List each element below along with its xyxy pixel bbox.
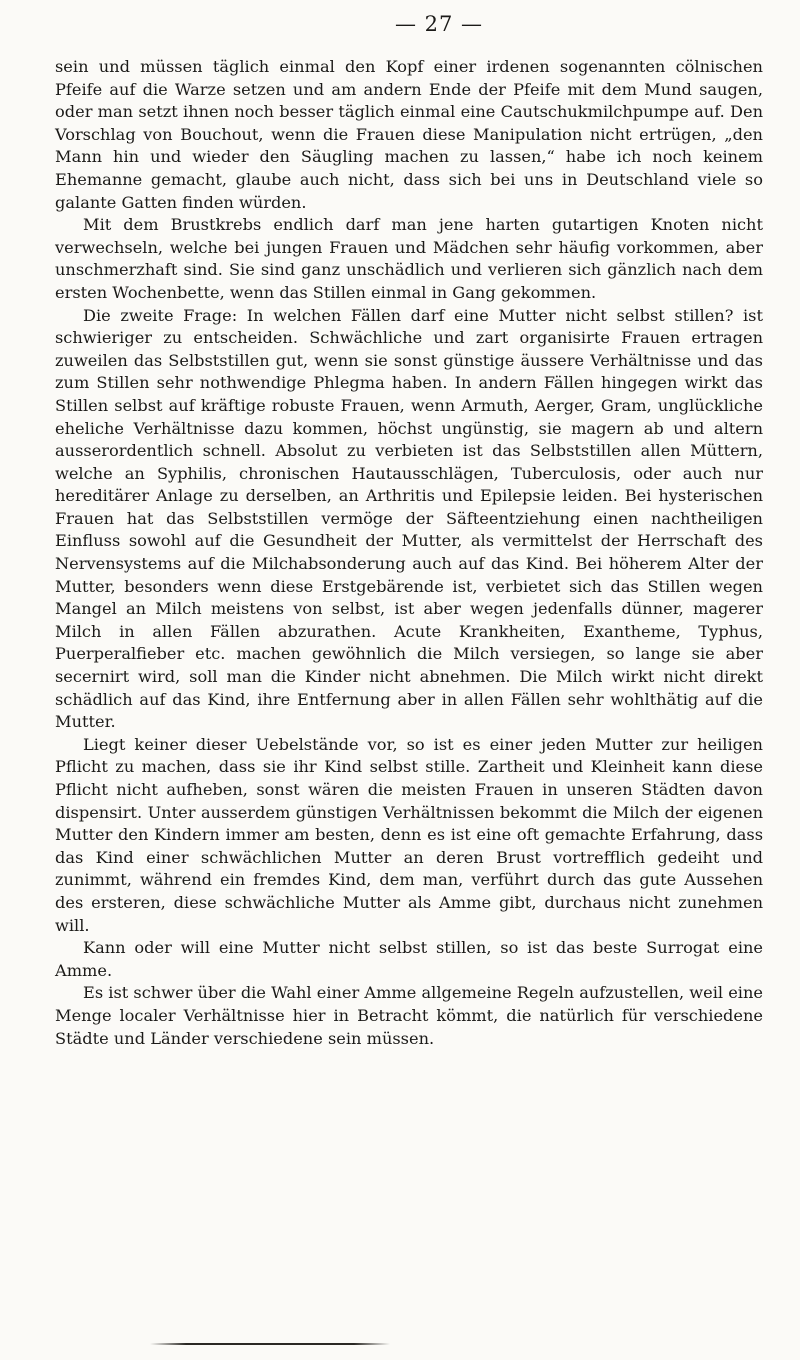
paragraph-4: Liegt keiner dieser Uebelstände vor, so ist es einer jeden Mutter zur heiligen Pflicht zu machen, dass sie ihr Kind selbst stille. Zartheit und Kleinheit kann diese Pflicht nicht aufheben, sonst wären die meisten Frauen in unseren Städten davon dispensirt. Unter ausserdem günstigen Verhältnissen bekommt die Milch der eigenen Mutter den Kindern immer am besten, denn es ist eine oft gemachte Erfahrung, dass das Kind einer schwächlichen Mutter an deren Brust vortrefflich gedeiht und zunimmt, während ein fremdes Kind, dem man, verführt durch das gute Aussehen des ersteren, diese schwächliche Mutter als Amme gibt, durchaus nicht zunehmen will. (55, 734, 763, 935)
paragraph-6: Es ist schwer über die Wahl einer Amme allgemeine Regeln aufzustellen, weil eine Menge localer Verhältnisse hier in Betracht kömmt, die natürlich für verschiedene Städte und Länder verschiedene sein müssen. (55, 983, 763, 1048)
paragraph-3: Die zweite Frage: In welchen Fällen darf eine Mutter nicht selbst stillen? ist schwieriger zu entscheiden. Schwächliche und zart organisirte Frauen ertragen zuweilen das Selbststillen gut, wenn sie sonst günstige äussere Verhältnisse und das zum Stillen sehr nothwendige Phlegma haben. In andern Fällen hingegen wirkt das Stillen selbst auf kräftige robuste Frauen, wenn Armuth, Aerger, Gram, unglückliche eheliche Verhältnisse dazu kommen, höchst ungünstig, sie magern ab und altern ausserordentlich schnell. Absolut zu verbieten ist das Selbststillen allen Müttern, welche an Syphilis, chronischen Hautausschlägen, Tuberculosis, oder auch nur hereditärer Anlage zu derselben, an Arthritis und Epilepsie leiden. Bei hysterischen Frauen hat das Selbststillen vermöge der Säfteentziehung einen nachtheiligen Einfluss sowohl auf die Gesundheit der Mutter, als vermittelst der Herrschaft des Nervensystems auf die Milchabsonderung auch auf das Kind. Bei höherem Alter der Mutter, besonders wenn diese Erstgebärende ist, verbietet sich das Stillen wegen Mangel an Milch meistens von selbst, ist aber wegen jedenfalls dünner, magerer Milch in allen Fällen abzurathen. Acute Krankheiten, Exantheme, Typhus, Puerperalfieber etc. machen gewöhnlich die Milch versiegen, so lange sie aber secernirt wird, soll man die Kinder nicht abnehmen. Die Milch wirkt nicht direkt schädlich auf das Kind, ihre Entfernung aber in allen Fällen sehr wohlthätig auf die Mutter. (55, 305, 763, 732)
paragraph-1: sein und müssen täglich einmal den Kopf einer irdenen sogenannten cölnischen Pfeife auf die Warze setzen und am andern Ende der Pfeife mit dem Mund saugen, oder man setzt ihnen noch besser täglich einmal eine Cautschukmilchpumpe auf. Den Vorschlag von Bouchout, wenn die Frauen diese Manipulation nicht ertrügen, „den Mann hin und wieder den Säugling machen zu lassen,“ habe ich noch keinem Ehemanne gemacht, glaube auch nicht, dass sich bei uns in Deutschland viele so galante Gatten finden würden. (55, 57, 763, 212)
paragraph-5: Kann oder will eine Mutter nicht selbst stillen, so ist das beste Surrogat eine Amme. (55, 938, 763, 980)
book-page (55, 12, 763, 1050)
paragraph-2: Mit dem Brustkrebs endlich darf man jene harten gutartigen Knoten nicht verwechseln, welche bei jungen Frauen und Mädchen sehr häufig vorkommen, aber unschmerzhaft sind. Sie sind ganz unschädlich und verlieren sich gänzlich nach dem ersten Wochenbette, wenn das Stillen einmal in Gang gekommen. (55, 215, 763, 302)
page-number: — 27 — (394, 12, 484, 36)
bottom-rule (150, 1343, 390, 1345)
